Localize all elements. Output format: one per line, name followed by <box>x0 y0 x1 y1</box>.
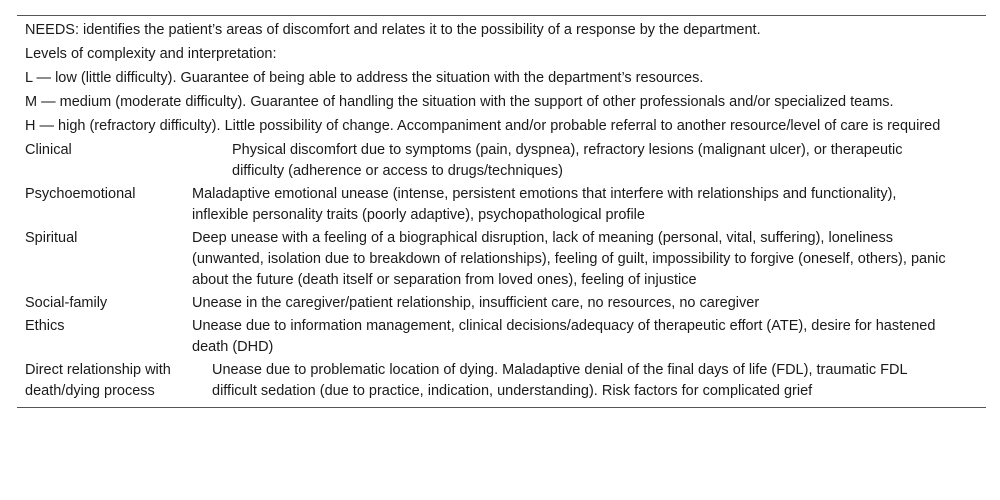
row-description: Maladaptive emotional unease (intense, persistent emotions that interfere with relationships and functionality), inflexible personality traits (poorly adaptive), psychopathological profile <box>192 186 897 223</box>
level-high: H — high (refractory difficulty). Little possibility of change. Accompaniment and/or probable referral to another resource/level of care is required <box>25 118 941 134</box>
table-row <box>17 182 986 226</box>
table-row <box>17 138 986 182</box>
row-label: Direct relationship with death/dying process <box>25 362 171 399</box>
row-label: Spiritual <box>25 230 78 246</box>
table-row <box>17 226 986 291</box>
level-low: L — low (little difficulty). Guarantee of being able to address the situation with the department’s resources. <box>25 70 704 86</box>
row-description: Physical discomfort due to symptoms (pain, dyspnea), refractory lesions (malignant ulcer), or therapeutic difficulty (adherence or access to drugs/techniques) <box>232 142 903 179</box>
row-description: Unease due to problematic location of dying. Maladaptive denial of the final days of life (FDL), traumatic FDL difficult sedation (due to practice, indication, understanding). Risk factors for complicated grief <box>212 362 908 399</box>
table-row <box>17 358 986 402</box>
needs-table <box>17 15 986 408</box>
row-label: Social-family <box>25 295 108 311</box>
table-row <box>17 291 986 314</box>
row-description: Deep unease with a feeling of a biographical disruption, lack of meaning (personal, vital, suffering), loneliness (unwanted, isolation due to breakdown of relationships), feeling of guilt, impossibility to forgive (oneself, others), panic about the future (death itself or separation from loved ones), feeling of injustice <box>192 230 946 288</box>
level-medium: M — medium (moderate difficulty). Guarantee of handling the situation with the support of other professionals and/or specialized teams. <box>25 94 894 110</box>
row-label: Clinical <box>25 142 72 158</box>
row-description: Unease in the caregiver/patient relationship, insufficient care, no resources, no caregiver <box>192 295 760 311</box>
table-row <box>17 314 986 358</box>
levels-heading: Levels of complexity and interpretation: <box>25 46 277 62</box>
row-label: Ethics <box>25 318 65 334</box>
row-label: Psychoemotional <box>25 186 136 202</box>
row-description: Unease due to information management, clinical decisions/adequacy of therapeutic effort (ATE), desire for hastened death (DHD) <box>192 318 936 355</box>
needs-definition: NEEDS: identifies the patient’s areas of discomfort and relates it to the possibility of a response by the department. <box>25 22 761 38</box>
